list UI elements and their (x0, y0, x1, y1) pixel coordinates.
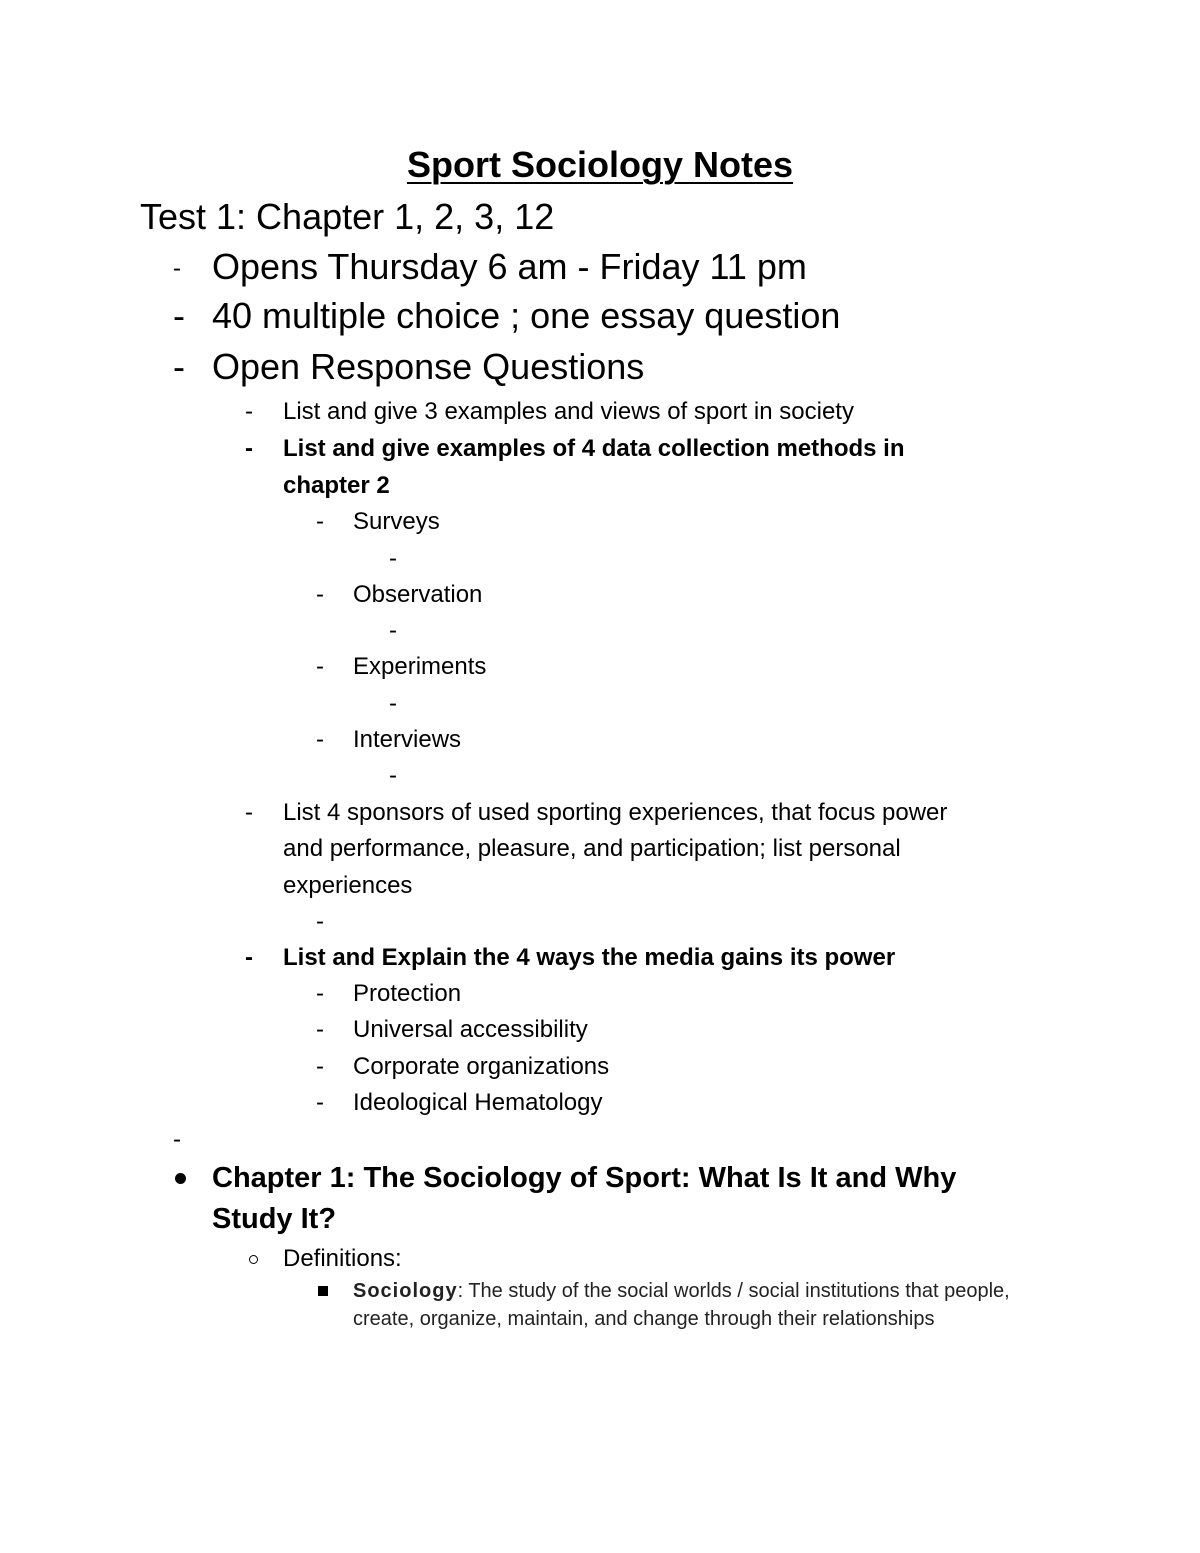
bullet-square-icon (318, 1286, 328, 1296)
method-experiments: Experiments (353, 653, 487, 680)
sociology-definition-line2: create, organize, maintain, and change through their relationships (353, 1308, 935, 1330)
definitions-label: Definitions: (283, 1245, 402, 1272)
dash-marker: - (316, 1053, 324, 1080)
media-way-accessibility: Universal accessibility (353, 1016, 588, 1043)
dash-marker: - (389, 762, 397, 789)
dash-marker: - (173, 295, 185, 336)
open-response-q1: List and give 3 examples and views of sport in society (283, 398, 854, 425)
dash-marker: - (173, 255, 181, 282)
media-way-ideological: Ideological Hematology (353, 1089, 603, 1116)
sociology-definition-text: : The study of the social worlds / social institutions that people, (457, 1280, 1010, 1302)
dash-marker: - (245, 944, 253, 971)
method-surveys: Surveys (353, 508, 440, 535)
method-interviews: Interviews (353, 726, 462, 753)
chapter1-heading-line1: Chapter 1: The Sociology of Sport: What Is It and Why (212, 1162, 957, 1194)
page-title: Sport Sociology Notes (406, 144, 794, 185)
open-response-q3-line3: experiences (283, 872, 413, 899)
dash-marker: - (316, 581, 324, 608)
dash-marker: - (389, 545, 397, 572)
sociology-term: Sociology (353, 1280, 458, 1302)
open-response-q3-line1: List 4 sponsors of used sporting experiences, that focus power (283, 799, 948, 826)
dash-marker: - (316, 980, 324, 1007)
dash-marker: - (245, 435, 253, 462)
open-response-q2-line2: chapter 2 (283, 472, 390, 499)
open-response-q2-line1: List and give examples of 4 data collection methods in (283, 435, 905, 462)
open-response-q4: List and Explain the 4 ways the media gains its power (283, 944, 896, 971)
dash-marker: - (389, 617, 397, 644)
dash-marker: - (173, 1126, 181, 1153)
dash-marker: - (316, 726, 324, 753)
dash-marker: - (245, 799, 253, 826)
bullet-dot-icon (175, 1173, 186, 1184)
test-item-opens: Opens Thursday 6 am - Friday 11 pm (212, 246, 807, 287)
dash-marker: - (316, 1016, 324, 1043)
dash-marker: - (316, 508, 324, 535)
dash-marker: - (173, 346, 185, 387)
method-observation: Observation (353, 581, 483, 608)
dash-marker: - (389, 690, 397, 717)
media-way-corporate: Corporate organizations (353, 1053, 610, 1080)
dash-marker: - (245, 398, 253, 425)
test-item-open-response: Open Response Questions (212, 346, 645, 387)
open-response-q3-line2: and performance, pleasure, and participation; list personal (283, 835, 901, 862)
dash-marker: - (316, 908, 324, 935)
test-heading: Test 1: Chapter 1, 2, 3, 12 (140, 196, 555, 237)
dash-marker: - (316, 1089, 324, 1116)
chapter1-heading-line2: Study It? (212, 1203, 337, 1235)
bullet-circle-icon (249, 1255, 258, 1264)
dash-marker: - (316, 653, 324, 680)
media-way-protection: Protection (353, 980, 462, 1007)
sociology-definition-line1 (353, 1277, 1010, 1305)
test-item-format: 40 multiple choice ; one essay question (212, 295, 841, 336)
